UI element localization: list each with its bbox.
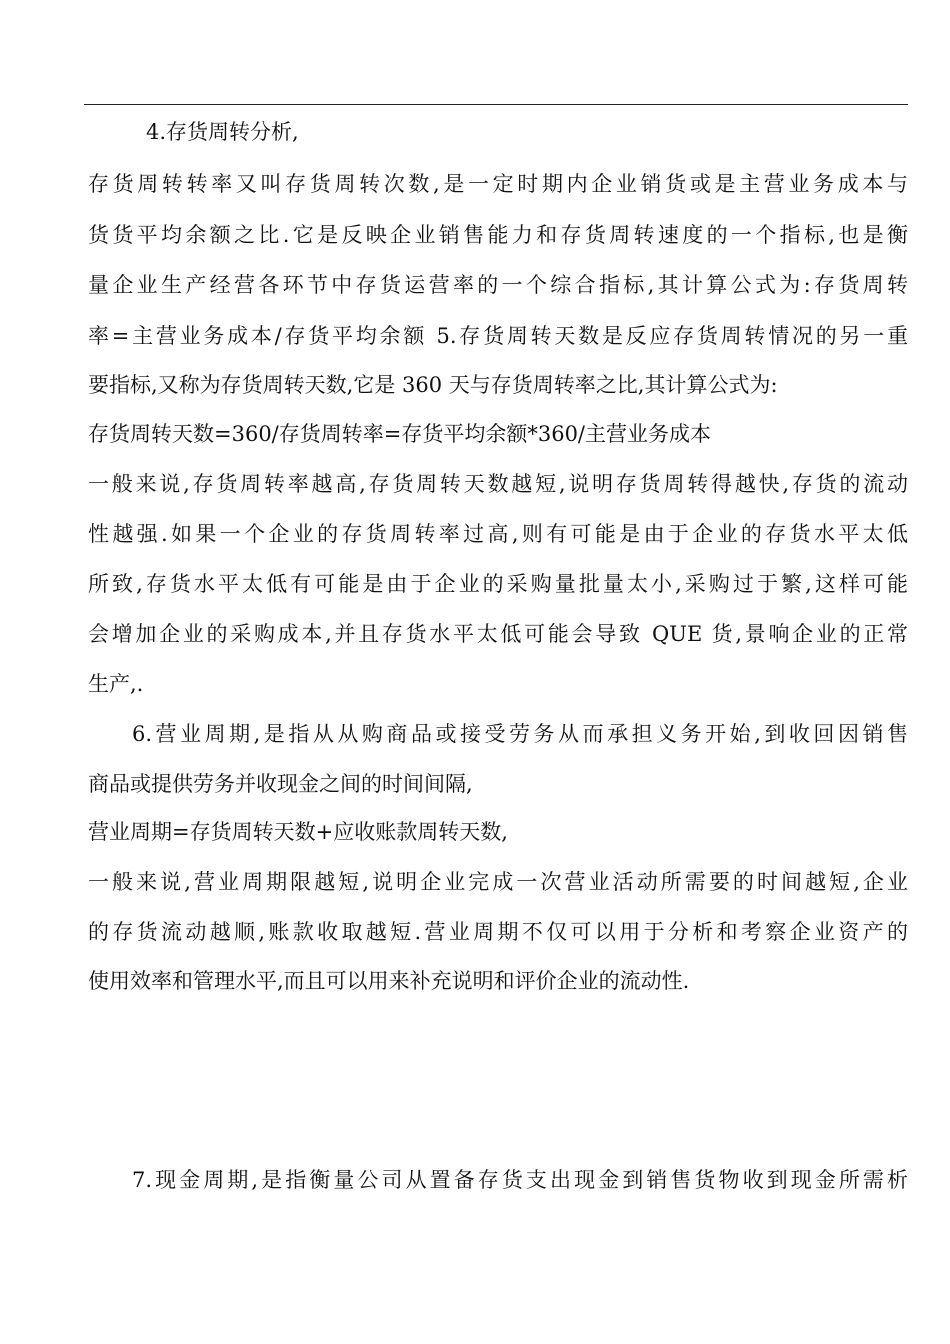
text-line: 使用效率和管理水平,而且可以用来补充说明和评价企业的流动性. (88, 969, 690, 993)
text-line: 货货平均余额之比.它是反映企业销售能力和存货周转速度的一个指标,也是衡 (88, 223, 908, 247)
text-line: 率=主营业务成本/存货平均余额 5.存货周转天数是反应存货周转情况的另一重 (88, 324, 908, 348)
formula-turnover-days: 存货周转天数=360/存货周转率=存货平均余额*360/主营业务成本 (88, 422, 712, 446)
heading-cash-cycle: 7.现金周期,是指衡量公司从置备存货支出现金到销售货物收到现金所需析 (132, 1168, 908, 1192)
text-line: 会增加企业的采购成本,并且存货水平太低可能会导致 QUE 货,景响企业的正常 (88, 622, 908, 646)
text-line: 一般来说,存货周转率越高,存货周转天数越短,说明存货周转得越快,存货的流动 (88, 472, 908, 496)
text-line: 所致,存货水平太低有可能是由于企业的采购量批量太小,采购过于繁,这样可能 (88, 572, 908, 596)
text-line: 性越强.如果一个企业的存货周转率过高,则有可能是由于企业的存货水平太低 (88, 522, 908, 546)
text-line: 一般来说,营业周期限越短,说明企业完成一次营业活动所需要的时间越短,企业 (88, 870, 908, 894)
text-line: 量企业生产经营各环节中存货运营率的一个综合指标,其计算公式为:存货周转 (88, 273, 908, 297)
header-rule (84, 104, 908, 105)
text-line: 要指标,又称为存货周转天数,它是 360 天与存货周转率之比,其计算公式为: (88, 373, 778, 397)
text-line: 存货周转转率又叫存货周转次数,是一定时期内企业销货或是主营业务成本与 (88, 172, 908, 196)
text-line: 的存货流动越顺,账款收取越短.营业周期不仅可以用于分析和考察企业资产的 (88, 920, 908, 944)
text-line: 商品或提供劳务并收现金之间的时间间隔, (88, 772, 473, 796)
text-line: 生产,. (88, 672, 144, 696)
heading-inventory-turnover: 4.存货周转分析, (146, 120, 299, 144)
formula-operating-cycle: 营业周期=存货周转天数+应收账款周转天数, (88, 820, 508, 844)
heading-operating-cycle: 6.营业周期,是指从从购商品或接受劳务从而承担义务开始,到收回因销售 (132, 722, 908, 746)
